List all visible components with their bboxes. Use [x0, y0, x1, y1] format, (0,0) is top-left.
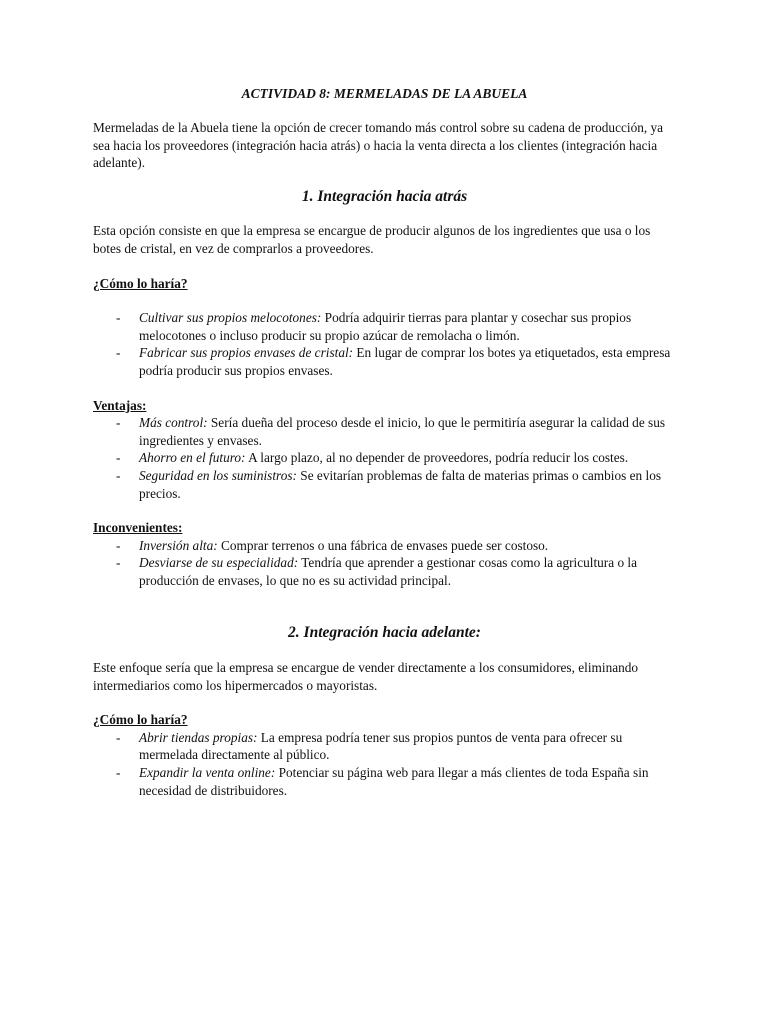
list-item — [93, 467, 676, 502]
document-title: ACTIVIDAD 8: MERMELADAS DE LA ABUELA — [241, 86, 528, 101]
list-item-text: A largo plazo, al no depender de proveedores, podría reducir los costes. — [245, 450, 629, 466]
list-item — [93, 729, 676, 764]
list-item — [93, 449, 676, 467]
list-item-text: Tendría que aprender a gestionar cosas como la agricultura o la producción de envases, lo que no es su actividad principal. — [139, 555, 638, 588]
section1-how-list — [93, 309, 676, 379]
list-item-term: Seguridad en los suministros: — [139, 467, 297, 483]
section2-how-label: ¿Cómo lo haría? — [93, 712, 188, 728]
intro-paragraph: Mermeladas de la Abuela tiene la opción de crecer tomando más control sobre su cadena de producción, ya sea hacia los proveedores (integración hacia atrás) o hacia la venta directa a los clientes (integración hacia adelante). — [93, 120, 664, 171]
list-item-text: Se evitarían problemas de falta de materias primas o cambios en los precios. — [139, 467, 662, 501]
section2-description: Este enfoque sería que la empresa se encargue de vender directamente a los consumidores, eliminando intermediarios como los hipermercados o mayoristas. — [93, 660, 639, 693]
list-item-term: Expandir la venta online: — [139, 765, 276, 781]
list-item-text: En lugar de comprar los botes ya etiquetados, esta empresa podría producir sus propios envases. — [139, 345, 671, 378]
list-item — [93, 414, 676, 449]
list-item-term: Más control: — [139, 415, 208, 431]
section1-advantages-label: Ventajas: — [93, 397, 147, 413]
list-item-text: Potenciar su página web para llegar a más clientes de toda España sin necesidad de distribuidores. — [139, 765, 649, 798]
list-item-term: Inversión alta: — [139, 537, 218, 553]
section2-how-list — [93, 729, 676, 799]
section1-disadvantages-list — [93, 537, 676, 590]
section2-heading: 2. Integración hacia adelante: — [288, 624, 481, 642]
list-item-text: La empresa podría tener sus propios puntos de venta para ofrecer su mermelada directamente al público. — [139, 729, 623, 763]
list-item-term: Abrir tiendas propias: — [139, 729, 258, 745]
list-item — [93, 554, 676, 589]
section1-how-label: ¿Cómo lo haría? — [93, 275, 188, 291]
list-item-term: Desviarse de su especialidad: — [139, 555, 299, 571]
section1-description: Esta opción consiste en que la empresa se encargue de producir algunos de los ingredientes que usa o los botes de cristal, en vez de comprarlos a proveedores. — [93, 223, 651, 256]
list-item — [93, 309, 676, 344]
list-item-text: Comprar terrenos o una fábrica de envases puede ser costoso. — [217, 537, 549, 553]
section1-advantages-list — [93, 414, 676, 502]
list-item-term: Ahorro en el futuro: — [139, 450, 246, 466]
list-item-text: Sería dueña del proceso desde el inicio, lo que le permitiría asegurar la calidad de sus ingredientes y envases. — [139, 415, 666, 448]
section1-heading: 1. Integración hacia atrás — [301, 187, 468, 205]
list-item — [93, 344, 676, 379]
list-item — [93, 764, 676, 799]
list-item-term: Fabricar sus propios envases de cristal: — [139, 345, 354, 361]
list-item-text: Podría adquirir tierras para plantar y cosechar sus propios melocotones o incluso producir su propio azúcar de remolacha o limón. — [139, 310, 632, 343]
document-page — [93, 85, 676, 799]
section1-disadvantages-label: Inconvenientes: — [93, 520, 183, 536]
list-item-term: Cultivar sus propios melocotones: — [139, 310, 322, 326]
list-item — [93, 537, 676, 555]
